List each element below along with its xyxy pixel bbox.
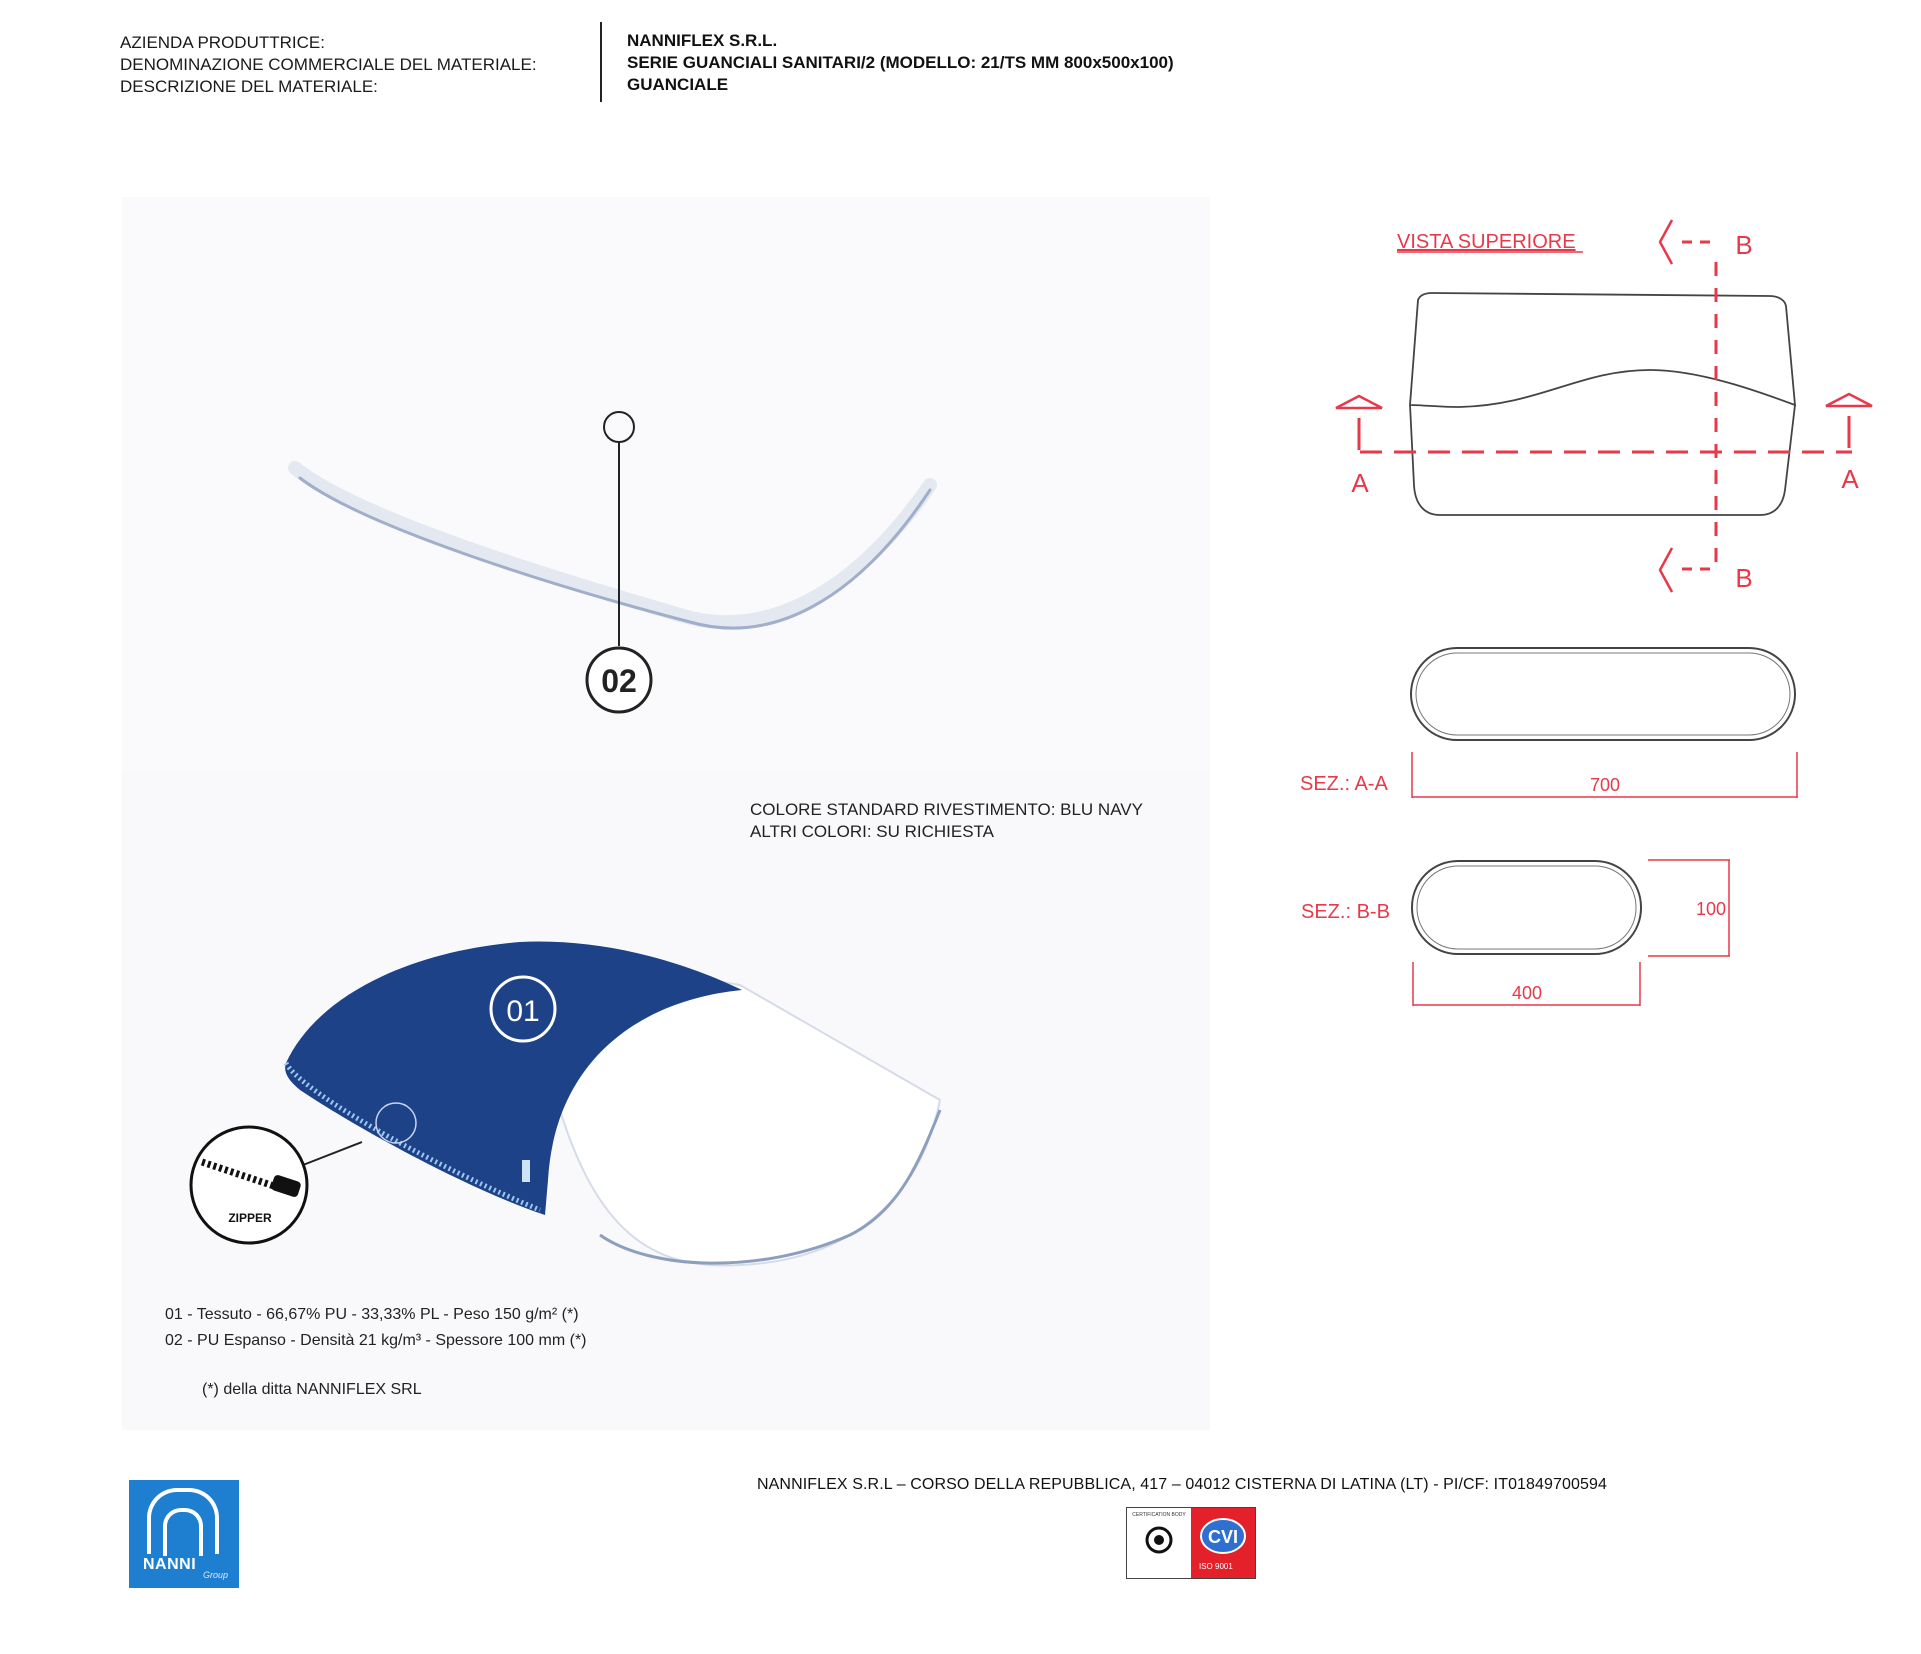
footer-address: NANNIFLEX S.R.L – CORSO DELLA REPUBBLICA, 417 – 04012 CISTERNA DI LATINA (LT) - PI/CF: IT01849700594 <box>757 1476 1608 1493</box>
logo-text: NANNI <box>143 1556 197 1573</box>
color-note <box>750 799 1143 843</box>
cert-left-text: CERTIFICATION BODY <box>1132 1512 1186 1518</box>
label-descrizione: DESCRIZIONE DEL MATERIALE: <box>120 77 378 96</box>
section-bb-shape <box>1412 861 1641 954</box>
zipper-label: ZIPPER <box>228 1211 272 1225</box>
logo-subtext: Group <box>203 1570 229 1580</box>
dim-bb-width: 400 <box>1511 983 1543 1003</box>
cvi-globe-icon <box>1199 1516 1247 1556</box>
foam-pillow-edge <box>295 468 930 622</box>
callout-02-text: 02 <box>601 663 637 699</box>
marker-a-right: A <box>1841 464 1859 494</box>
callout-01-text: 01 <box>506 995 540 1028</box>
legend-item-02: 02 - PU Espanso - Densità 21 kg/m³ - Spessore 100 mm (*) <box>165 1332 587 1349</box>
materials-legend <box>165 1302 587 1354</box>
nanni-logo <box>129 1480 239 1588</box>
color-other: ALTRI COLORI: SU RICHIESTA <box>750 822 995 841</box>
section-aa-shape <box>1411 648 1795 740</box>
top-view-title: VISTA SUPERIORE <box>1397 231 1576 253</box>
section-bb-label: SEZ.: B-B <box>1301 901 1390 923</box>
cert-seal-icon <box>1145 1526 1173 1554</box>
zipper-pull-icon <box>522 1160 530 1182</box>
value-descrizione: GUANCIALE <box>627 75 729 94</box>
certification-badge <box>1126 1507 1256 1579</box>
label-azienda: AZIENDA PRODUTTRICE: <box>120 33 325 52</box>
dim-bb-height: 100 <box>1695 899 1727 919</box>
marker-b-top: B <box>1735 230 1753 260</box>
value-denominazione: SERIE GUANCIALI SANITARI/2 (MODELLO: 21/TS MM 800x500x100) <box>627 53 1174 72</box>
marker-a-left: A <box>1351 468 1369 498</box>
logo-n-inner <box>163 1508 203 1556</box>
callout-02-anchor <box>604 412 634 442</box>
cert-iso-text: ISO 9001 <box>1199 1562 1233 1571</box>
color-standard: COLORE STANDARD RIVESTIMENTO: BLU NAVY <box>750 800 1143 819</box>
marker-b-bottom: B <box>1735 563 1753 593</box>
top-view-outline <box>1410 293 1795 407</box>
label-denominazione: DENOMINAZIONE COMMERCIALE DEL MATERIALE: <box>120 55 537 74</box>
section-aa-label: SEZ.: A-A <box>1300 773 1388 795</box>
legend-item-01: 01 - Tessuto - 66,67% PU - 33,33% PL - Peso 150 g/m² (*) <box>165 1306 579 1323</box>
svg-text:CVI: CVI <box>1207 1527 1239 1547</box>
dim-aa-width: 700 <box>1589 775 1621 795</box>
cert-body-mark <box>1127 1508 1191 1578</box>
cvi-mark <box>1191 1508 1255 1578</box>
value-azienda: NANNIFLEX S.R.L. <box>627 31 778 50</box>
legend-note: (*) della ditta NANNIFLEX SRL <box>202 1381 422 1398</box>
